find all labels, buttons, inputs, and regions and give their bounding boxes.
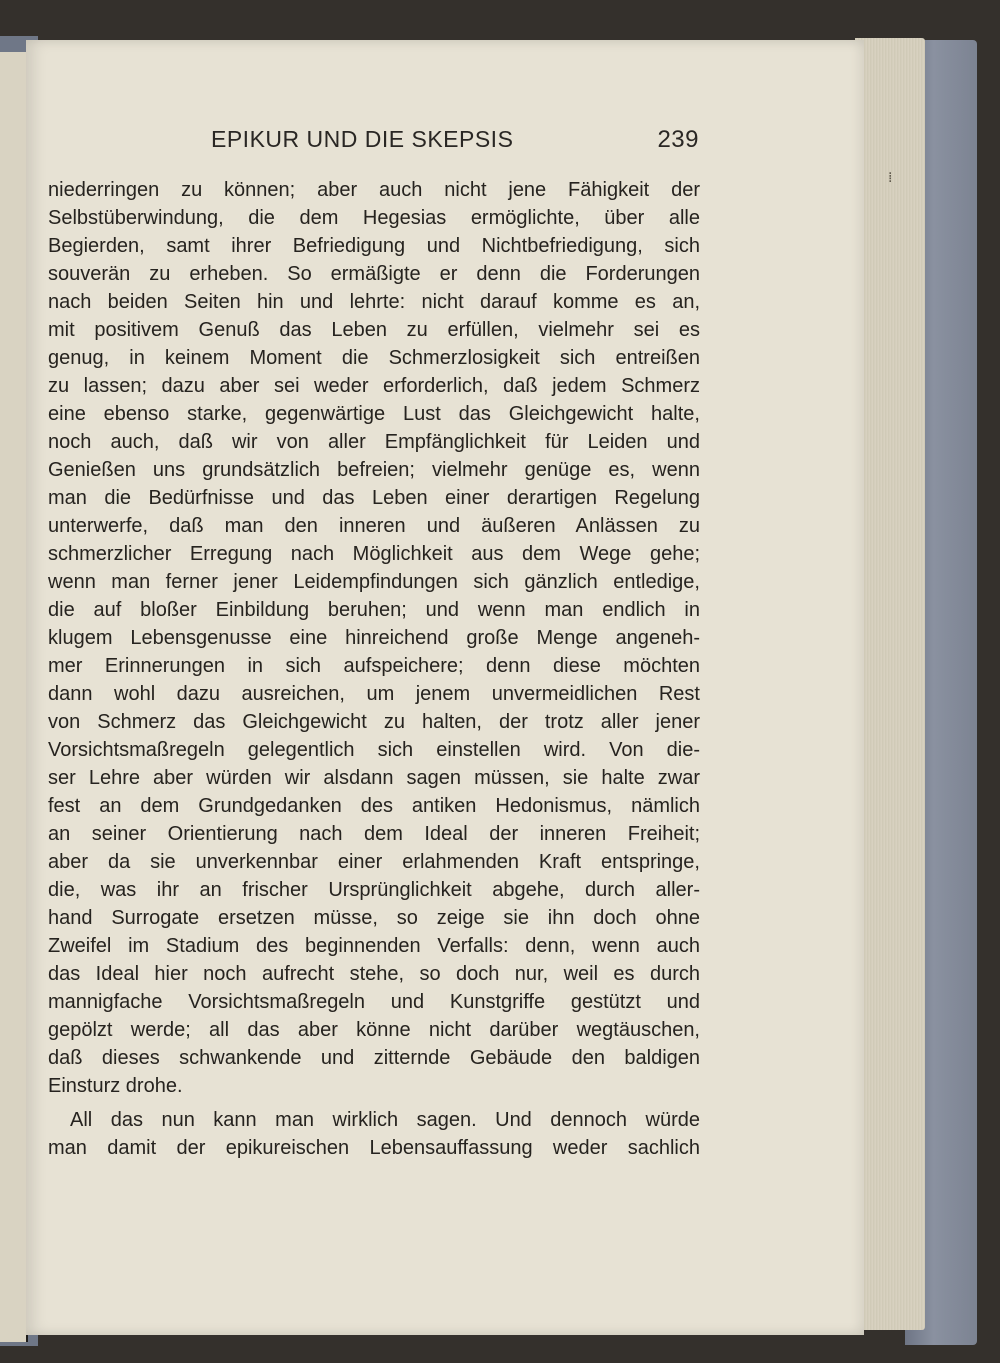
text-line: dann wohl dazu ausreichen, um jenem unvermeidlichen Rest — [48, 683, 700, 705]
text-line: genug, in keinem Moment die Schmerzlosigkeit sich entreißen — [48, 347, 700, 369]
text-line: gepölzt werde; all das aber könne nicht darüber wegtäuschen, — [48, 1019, 700, 1041]
text-line: unterwerfe, daß man den inneren und äußeren Anlässen zu — [48, 515, 700, 537]
text-line: wenn man ferner jener Leidempfindungen sich gänzlich entledige, — [48, 571, 700, 593]
text-line: mit positivem Genuß das Leben zu erfüllen, vielmehr sei es — [48, 319, 700, 341]
text-line: Selbstüberwindung, die dem Hegesias ermöglichte, über alle — [48, 207, 700, 229]
text-line: hand Surrogate ersetzen müsse, so zeige sie ihn doch ohne — [48, 907, 700, 929]
page-body — [48, 176, 700, 1162]
text-line: ser Lehre aber würden wir alsdann sagen müssen, sie halte zwar — [48, 767, 700, 789]
text-line: zu lassen; dazu aber sei weder erforderlich, daß jedem Schmerz — [48, 375, 700, 397]
paragraph-1 — [48, 176, 700, 1100]
text-line: Zweifel im Stadium des beginnenden Verfalls: denn, wenn auch — [48, 935, 700, 957]
text-line: an seiner Orientierung nach dem Ideal der inneren Freiheit; — [48, 823, 700, 845]
text-line: Vorsichtsmaßregeln gelegentlich sich einstellen wird. Von die- — [48, 739, 700, 761]
text-line: man damit der epikureischen Lebensauffassung weder sachlich — [48, 1137, 700, 1159]
left-page-fragment — [0, 52, 28, 1342]
text-line: daß dieses schwankende und zitternde Gebäude den baldigen — [48, 1047, 700, 1069]
paragraph-2 — [48, 1106, 700, 1162]
text-line: souverän zu erheben. So ermäßigte er denn die Forderungen — [48, 263, 700, 285]
text-line: Einsturz drohe. — [48, 1075, 183, 1097]
page-edges — [855, 38, 925, 1330]
running-title: EPIKUR UND DIE SKEPSIS — [211, 126, 514, 152]
text-line: mer Erinnerungen in sich aufspeichere; denn diese möchten — [48, 655, 700, 677]
text-line: niederringen zu können; aber auch nicht jene Fähigkeit der — [48, 179, 700, 201]
text-line: man die Bedürfnisse und das Leben einer derartigen Regelung — [48, 487, 700, 509]
book-page — [26, 40, 864, 1335]
text-line: schmerzlicher Erregung nach Möglichkeit aus dem Wege gehe; — [48, 543, 700, 565]
text-line: All das nun kann man wirklich sagen. Und dennoch würde — [70, 1109, 700, 1131]
text-line: nach beiden Seiten hin und lehrte: nicht darauf komme es an, — [48, 291, 700, 313]
text-line: klugem Lebensgenusse eine hinreichend große Menge angeneh- — [48, 627, 700, 649]
text-line: die, was ihr an frischer Ursprünglichkeit abgehe, durch aller- — [48, 879, 700, 901]
text-line: das Ideal hier noch aufrecht stehe, so doch nur, weil es durch — [48, 963, 700, 985]
text-line: von Schmerz das Gleichgewicht zu halten, der trotz aller jener — [48, 711, 700, 733]
page-header — [211, 126, 699, 160]
text-line: die auf bloßer Einbildung beruhen; und wenn man endlich in — [48, 599, 700, 621]
text-line: fest an dem Grundgedanken des antiken Hedonismus, nämlich — [48, 795, 700, 817]
text-line: Genießen uns grundsätzlich befreien; vielmehr genüge es, wenn — [48, 459, 700, 481]
text-line: aber da sie unverkennbar einer erlahmenden Kraft entspringe, — [48, 851, 700, 873]
page-edge-marks: ⁞ — [888, 170, 893, 186]
text-line: mannigfache Vorsichtsmaßregeln und Kunstgriffe gestützt und — [48, 991, 700, 1013]
text-line: Begierden, samt ihrer Befriedigung und Nichtbefriedigung, sich — [48, 235, 700, 257]
page-number: 239 — [657, 126, 699, 153]
text-line: eine ebenso starke, gegenwärtige Lust das Gleichgewicht halte, — [48, 403, 700, 425]
text-line: noch auch, daß wir von aller Empfänglichkeit für Leiden und — [48, 431, 700, 453]
